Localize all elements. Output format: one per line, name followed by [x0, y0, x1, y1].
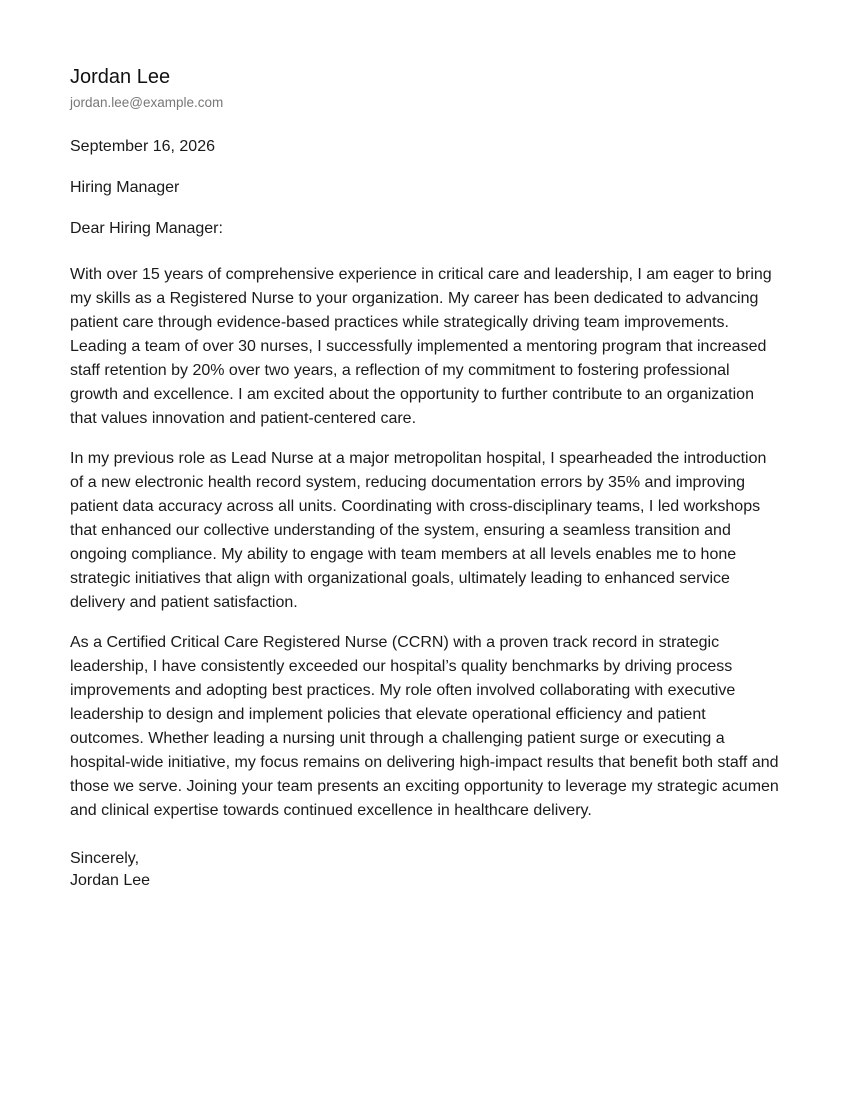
body-paragraph-1: With over 15 years of comprehensive experience in critical care and leadership, I am eager to bring my skills as a Registered Nurse to your organization. My career has been dedicated to advancing patient care through evidence-based practices while strategically driving team improvements. Leading a team of over 30 nurses, I successfully implemented a mentoring program that increased staff retention by 20% over two years, a reflection of my commitment to fostering professional growth and excellence. I am excited about the opportunity to further contribute to an organization that values innovation and patient-centered care. [70, 266, 772, 427]
signature: Jordan Lee [70, 872, 151, 889]
letter-body [70, 263, 780, 823]
sender-name: Jordan Lee [70, 66, 171, 88]
sender-email: jordan.lee@example.com [70, 95, 224, 110]
body-paragraph-2: In my previous role as Lead Nurse at a major metropolitan hospital, I spearheaded the introduction of a new electronic health record system, reducing documentation errors by 35% and improving patient data accuracy across all units. Coordinating with cross-disciplinary teams, I led workshops that enhanced our collective understanding of the system, ensuring a seamless transition and ongoing compliance. My ability to engage with team members at all levels enables me to hone strategic initiatives that align with organizational goals, ultimately leading to enhanced service delivery and patient satisfaction. [70, 450, 767, 611]
body-paragraph-3: As a Certified Critical Care Registered Nurse (CCRN) with a proven track record in strategic leadership, I have consistently exceeded our hospital’s quality benchmarks by driving process improvements and adopting best practices. My role often involved collaborating with executive leadership to design and implement policies that elevate operational efficiency and patient outcomes. Whether leading a nursing unit through a challenging patient surge or executing a hospital-wide initiative, my focus remains on delivering high-impact results that benefit both staff and those we serve. Joining your team presents an exciting opportunity to leverage my strategic acumen and clinical expertise towards continued excellence in healthcare delivery. [70, 634, 779, 819]
recipient: Hiring Manager [70, 179, 180, 196]
letter-date: September 16, 2026 [70, 138, 215, 155]
letter-header [70, 64, 780, 112]
salutation: Dear Hiring Manager: [70, 220, 223, 237]
closing: Sincerely, [70, 850, 140, 867]
